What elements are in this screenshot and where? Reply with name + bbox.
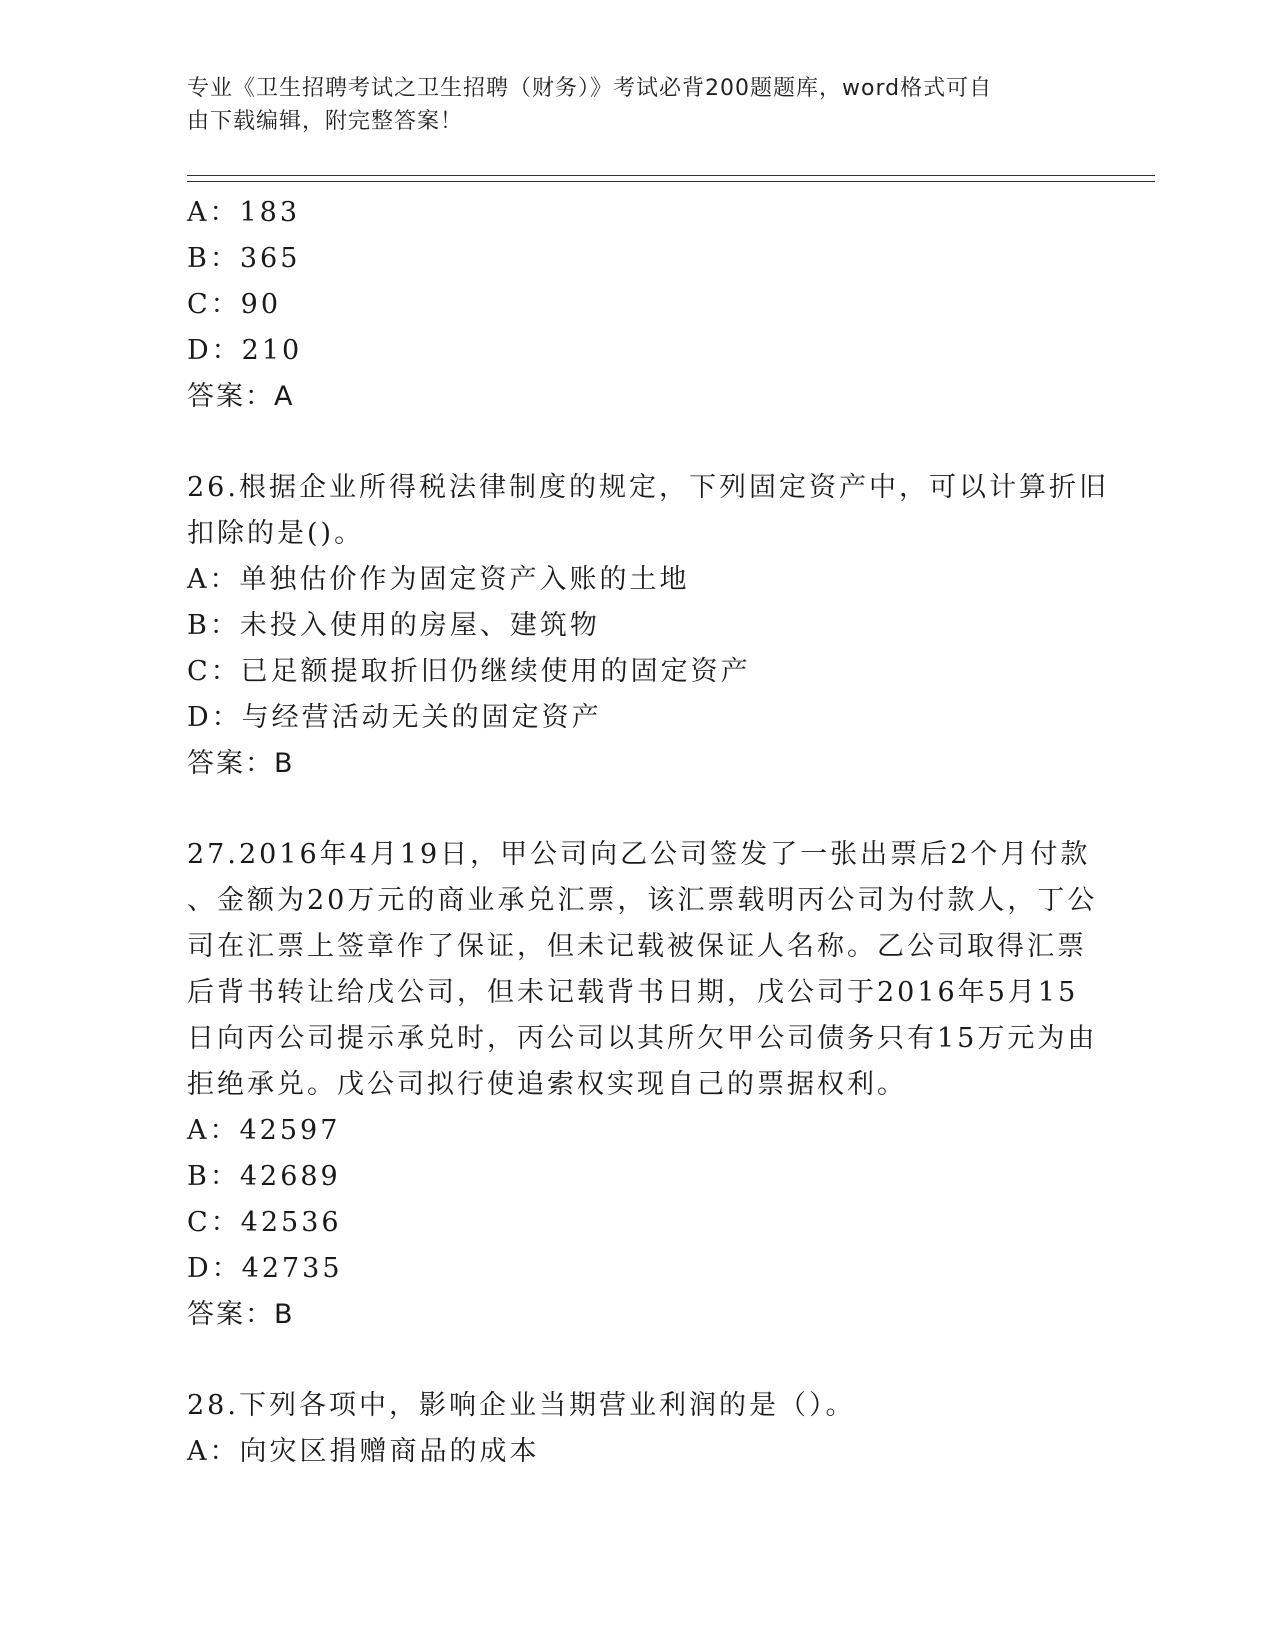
spacer — [187, 420, 1087, 465]
question-text-line: 后背书转让给戊公司，但未记载背书日期，戊公司于2016年5月15 — [187, 977, 1079, 1008]
option-c: C：90 — [187, 289, 282, 320]
option-a: A：183 — [187, 197, 301, 228]
question-text-line: 、金额为20万元的商业承兑汇票，该汇票载明丙公司为付款人，丁公 — [187, 885, 1098, 916]
question-27 — [187, 832, 1098, 1338]
answer: 答案：B — [187, 748, 295, 779]
document-body — [187, 190, 1109, 1475]
question-25 — [187, 190, 1087, 420]
option-d: D：210 — [187, 335, 303, 366]
option-d: D：与经营活动无关的固定资产 — [187, 702, 602, 733]
document-header — [187, 72, 1067, 138]
option-a: A：42597 — [187, 1115, 341, 1146]
option-b: B：未投入使用的房屋、建筑物 — [187, 610, 600, 641]
header-divider-top — [187, 175, 1155, 176]
header-line-2: 由下载编辑，附完整答案！ — [187, 109, 464, 134]
option-b: B：365 — [187, 243, 301, 274]
header-divider-bottom — [187, 181, 1155, 182]
question-text-line: 日向丙公司提示承兑时，丙公司以其所欠甲公司债务只有15万元为由 — [187, 1023, 1098, 1054]
spacer — [187, 787, 1087, 832]
question-text-line: 扣除的是()。 — [187, 518, 365, 549]
question-text-line: 司在汇票上签章作了保证，但未记载被保证人名称。乙公司取得汇票 — [187, 931, 1087, 962]
question-text-line: 26.根据企业所得税法律制度的规定，下列固定资产中，可以计算折旧 — [187, 472, 1109, 503]
option-b: B：42689 — [187, 1161, 341, 1192]
option-a: A：单独估价作为固定资产入账的土地 — [187, 564, 690, 595]
question-text-line: 28.下列各项中，影响企业当期营业利润的是（）。 — [187, 1390, 856, 1421]
question-text-line: 拒绝承兑。戊公司拟行使追索权实现自己的票据权利。 — [187, 1069, 907, 1100]
answer: 答案：A — [187, 381, 295, 412]
option-c: C：已足额提取折旧仍继续使用的固定资产 — [187, 656, 751, 687]
option-a: A：向灾区捐赠商品的成本 — [187, 1436, 540, 1467]
option-d: D：42735 — [187, 1253, 343, 1284]
question-26 — [187, 465, 1109, 787]
answer: 答案：B — [187, 1299, 295, 1330]
header-line-1: 专业《卫生招聘考试之卫生招聘（财务）》考试必背200题题库，word格式可自 — [187, 76, 993, 101]
option-c: C：42536 — [187, 1207, 342, 1238]
question-28 — [187, 1383, 1087, 1475]
spacer — [187, 1338, 1087, 1383]
question-text-line: 27.2016年4月19日，甲公司向乙公司签发了一张出票后2个月付款 — [187, 839, 1091, 870]
